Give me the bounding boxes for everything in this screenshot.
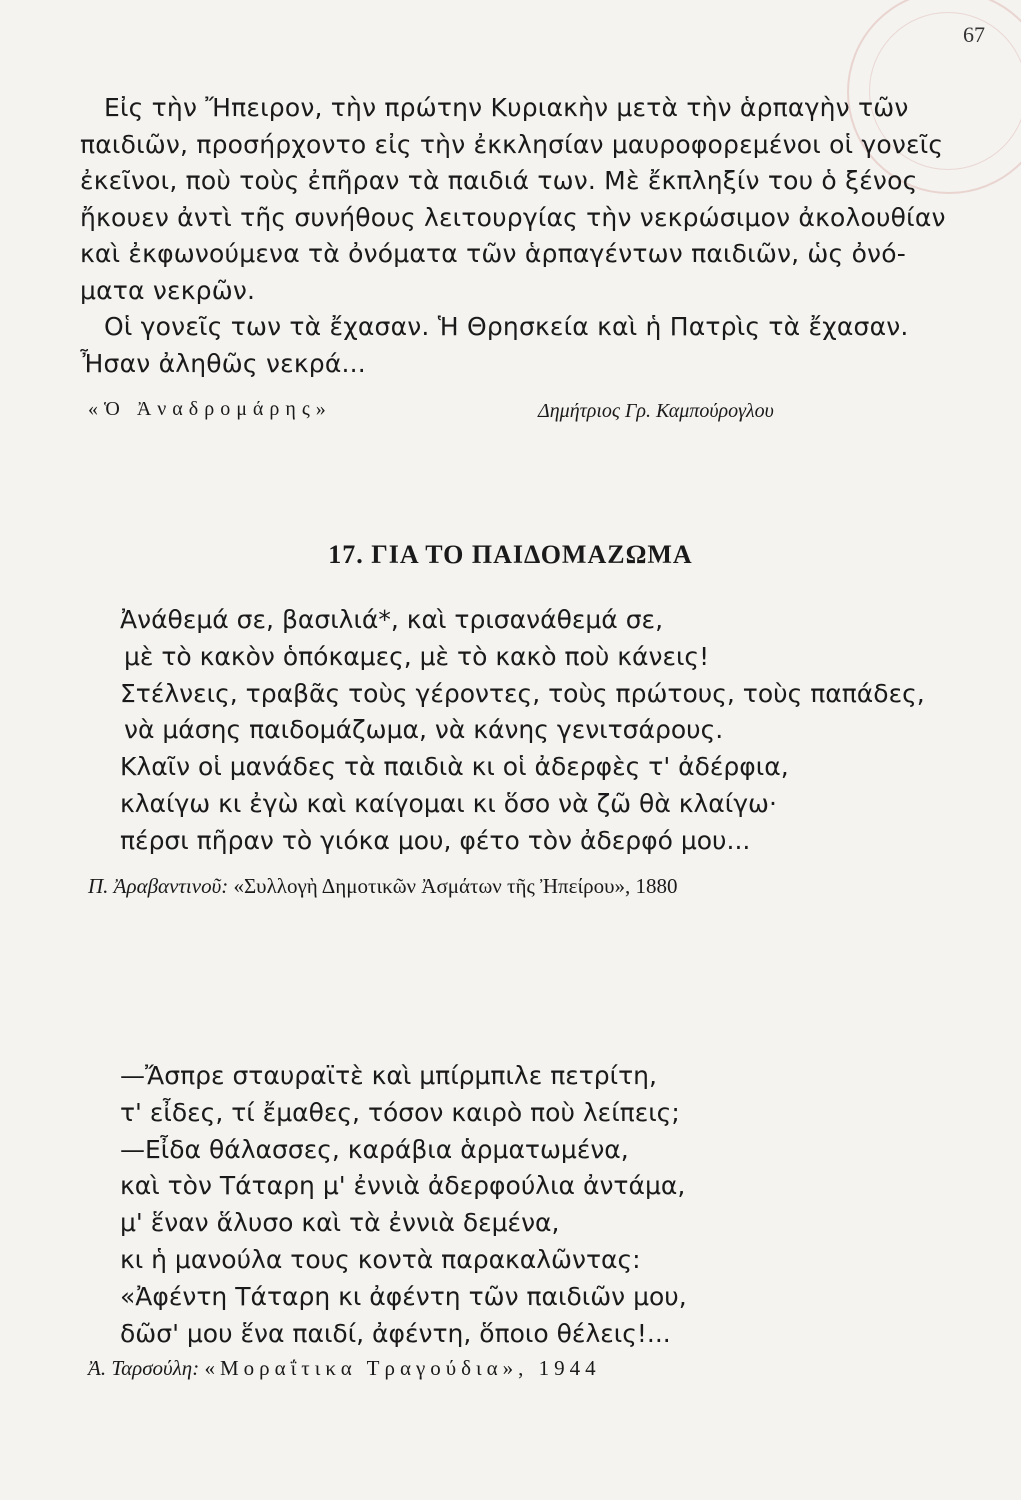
- poem-line: «Ἀφέντη Τάταρη κι ἀφέντη τῶν παιδιῶν μου,: [120, 1281, 687, 1311]
- poem-line: νὰ μάσης παιδομάζωμα, νὰ κάνης γενιτσάρους.: [124, 715, 724, 745]
- poem-1-source-author: Π. Ἀραβαντινοῦ:: [88, 874, 229, 898]
- poem-line: Στέλνεις, τραβᾶς τοὺς γέροντες, τοὺς πρώτους, τοὺς παπάδες,: [120, 678, 925, 708]
- poem-1-source: [88, 874, 678, 899]
- intro-line: Ἦσαν ἀληθῶς νεκρά...: [80, 348, 366, 378]
- poem-line: μ' ἕναν ἅλυσο καὶ τὰ ἐννιὰ δεμένα,: [120, 1208, 560, 1238]
- poem-line: —Ἄσπρε σταυραϊτὲ καὶ μπίρμπιλε πετρίτη,: [120, 1061, 657, 1090]
- intro-line: καὶ ἐκφωνούμενα τὰ ὀνόματα τῶν ἁρπαγέντων παιδιῶν, ὡς ὀνό-: [80, 239, 906, 268]
- poem-1-source-title: «Συλλογὴ Δημοτικῶν Ἀσμάτων τῆς Ἠπείρου», 1880: [233, 874, 678, 898]
- intro-source-title: «Ὁ Ἀναδρομάρης»: [88, 398, 332, 420]
- page-number: 67: [963, 22, 985, 47]
- intro-paragraph-2: [80, 309, 960, 382]
- poem-2-source-author: Ἀ. Ταρσούλη:: [88, 1356, 200, 1380]
- section-heading: 17. ΓΙΑ ΤΟ ΠΑΙΔΟΜΑΖΩΜΑ: [328, 540, 693, 569]
- poem-line: Κλαῖν οἱ μανάδες τὰ παιδιὰ κι οἱ ἀδερφὲς τ' ἀδέρφια,: [120, 752, 789, 782]
- poem-line: δῶσ' μου ἕνα παιδί, ἀφέντη, ὅποιο θέλεις!...: [120, 1318, 671, 1348]
- poem-line: Ἀνάθεμά σε, βασιλιά*, καὶ τρισανάθεμά σε,: [120, 605, 664, 634]
- intro-line: ἤκουεν ἀντὶ τῆς συνήθους λειτουργίας τὴν νεκρώσιμον ἀκολουθίαν: [80, 202, 946, 232]
- poem-line: τ' εἶδες, τί ἔμαθες, τόσον καιρὸ ποὺ λείπεις;: [120, 1097, 680, 1127]
- intro-line: ματα νεκρῶν.: [80, 275, 256, 305]
- poem-line: πέρσι πῆραν τὸ γιόκα μου, φέτο τὸν ἀδερφό μου...: [120, 825, 751, 855]
- poem-2-source: [88, 1356, 601, 1381]
- poem-line: κι ἡ μανούλα τους κοντὰ παρακαλῶντας:: [120, 1244, 641, 1274]
- intro-line: παιδιῶν, προσήρχοντο εἰς τὴν ἐκκλησίαν μαυροφορεμένοι οἱ γονεῖς: [80, 129, 944, 159]
- poem-line: μὲ τὸ κακὸν ὁπόκαμες, μὲ τὸ κακὸ ποὺ κάνεις!: [124, 641, 710, 671]
- poem-line: —Εἶδα θάλασσες, καράβια ἁρματωμένα,: [120, 1134, 629, 1164]
- intro-paragraph-1: [80, 90, 960, 309]
- poem-2-source-title: «Μοραΐτικα Τραγούδια», 1944: [204, 1356, 601, 1380]
- poem-line: καὶ τὸν Τάταρη μ' ἐννιὰ ἀδερφούλια ἀντάμα,: [120, 1171, 686, 1201]
- intro-line: Εἰς τὴν Ἤπειρον, τὴν πρώτην Κυριακὴν μετὰ τὴν ἁρπαγὴν τῶν: [104, 93, 909, 122]
- intro-line: Οἱ γονεῖς των τὰ ἔχασαν. Ἡ Θρησκεία καὶ ἡ Πατρὶς τὰ ἔχασαν.: [104, 312, 909, 341]
- poem-line: κλαίγω κι ἐγὼ καὶ καίγομαι κι ὅσο νὰ ζῶ θὰ κλαίγω·: [120, 788, 777, 818]
- intro-paragraph: [80, 90, 960, 382]
- intro-line: ἐκεῖνοι, ποὺ τοὺς ἐπῆραν τὰ παιδιά των. Μὲ ἔκπληξίν του ὁ ξένος: [80, 166, 918, 195]
- intro-source-author: Δημήτριος Γρ. Καμπούρογλου: [538, 400, 774, 422]
- poem-1: [120, 602, 925, 860]
- poem-2: [120, 1058, 687, 1352]
